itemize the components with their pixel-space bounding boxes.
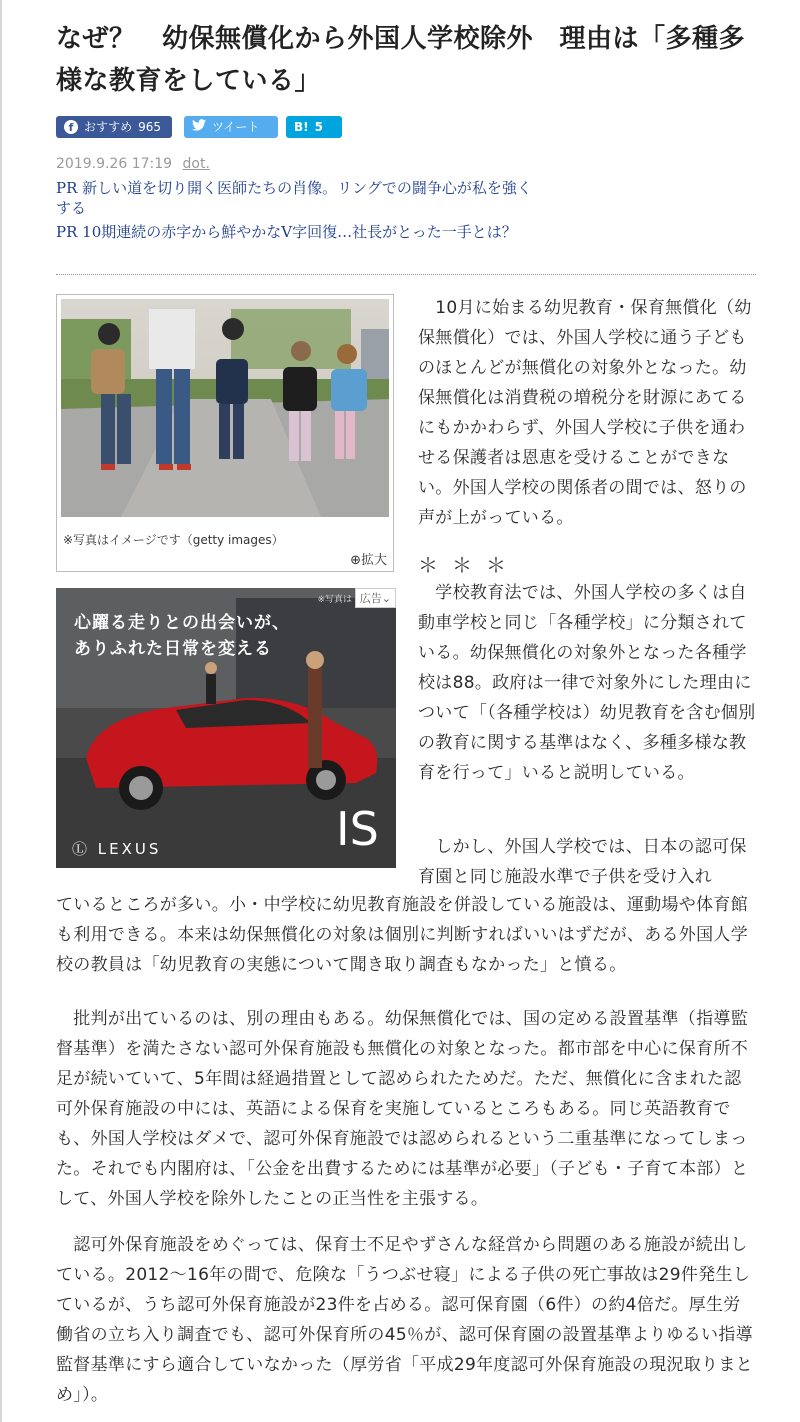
paragraph-5: 認可外保育施設をめぐっては、保育士不足やずさんな経営から問題のある施設が続出している。2012〜16年の間で、危険な「うつぶせ寝」による子供の死亡事故は29件発生しているが、うち認可外保育施設が23件を占める。認可保育園（6件）の約4倍だ。厚生労働省の立ち入り調査でも、認可外保育所の45％が、認可保育園の設置基準よりゆるい指導監督基準にすら適合していなかった（厚労省「平成29年度認可外保育施設の現況取りまとめ」）。	[56, 1235, 753, 1405]
ad-label-text: 広告	[359, 592, 382, 605]
advertisement[interactable]	[56, 588, 396, 868]
magnifier-icon: ⊕	[350, 553, 361, 568]
ad-headline-1: 心躍る走りとの出会いが、	[74, 613, 290, 633]
lexus-logo-icon: Ⓛ	[72, 840, 98, 858]
facebook-count: 965	[138, 120, 162, 134]
ad-brand-logo	[72, 838, 161, 859]
ad-headline-2: ありふれた日常を変える	[74, 639, 272, 659]
facebook-recommend-button[interactable]	[56, 116, 172, 138]
left-border	[0, 0, 2, 1422]
section-divider-stars: ＊＊＊	[418, 553, 520, 577]
ad-brand-text: LEXUS	[97, 840, 162, 858]
publish-date: 2019.9.26 17:19	[56, 156, 173, 172]
hatena-count: 5	[314, 120, 323, 134]
children-walking-photo[interactable]	[61, 299, 389, 517]
facebook-label: おすすめ	[84, 120, 133, 134]
paragraph-1: 10月に始まる幼児教育・保育無償化（幼保無償化）では、外国人学校に通う子どものほとんどが無償化の対象外となった。幼保無償化は消費税の増税分を財源にあてるにもかかわらず、外国人学校に子供を通わせる保護者は恩恵を受けることができない。外国人学校の関係者の間では、怒りの声が上がっている。	[418, 298, 752, 528]
tweet-button[interactable]	[184, 116, 278, 138]
chevron-down-icon: ⌄	[381, 592, 391, 605]
ad-note: ※写真は	[317, 595, 352, 605]
facebook-icon: f	[64, 120, 78, 134]
paragraph-4: 批判が出ているのは、別の理由もある。幼保無償化では、国の定める設置基準（指導監督基準）を満たさない認可外保育施設も無償化の対象となった。都市部を中心に保育所不足が続いていて、5年間は経過措置として認められたためだ。ただ、無償化に含まれた認可外保育施設の中には、英語による保育を実施しているところもある。同じ英語教育でも、外国人学校はダメで、認可外保育施設では認められるという二重基準になってしまった。それでも内閣府は、「公金を出費するためには基準が必要」（子ども・子育て本部）として、外国人学校を除外したことの正当性を主張する。	[56, 1009, 749, 1209]
ad-model-name: IS	[336, 802, 379, 856]
pr-link-1[interactable]: PR 新しい道を切り開く医師たちの肖像。リングでの闘争心が私を強くする	[56, 179, 532, 217]
zoom-label: 拡大	[360, 553, 387, 568]
article-meta	[56, 156, 210, 172]
zoom-button[interactable]	[350, 549, 387, 568]
hatena-icon: B!	[294, 120, 309, 134]
twitter-icon	[192, 116, 206, 138]
source-link[interactable]: dot.	[182, 156, 210, 172]
photo-caption: ※写真はイメージです（getty images）	[63, 533, 284, 547]
pr-link-2[interactable]: PR 10期連続の赤字から鮮やかなV字回復…社長がとった一手とは？	[56, 223, 517, 241]
paragraph-2: 学校教育法では、外国人学校の多くは自動車学校と同じ「各種学校」に分類されている。幼保無償化の対象外となった各種学校は88。政府は一律で対象外にした理由について「（各種学校は）幼児教育を含む個別の教育に関する基準はなく、多種多様な教育を行って」いると説明している。	[418, 583, 756, 783]
article-photo-box	[56, 294, 394, 572]
article-title: なぜ？ 幼保無償化から外国人学校除外 理由は「多種多様な教育をしている」	[56, 24, 746, 96]
tweet-label: ツイート	[212, 120, 260, 134]
paragraph-3-cont: ているところが多い。小・中学校に幼児教育施設を併設している施設は、運動場や体育館も利用できる。本来は幼保無償化の対象は個別に判断すればいいはずだが、ある外国人学校の教員は「幼児教育の実態について聞き取り調査もなかった」と憤る。	[56, 895, 748, 975]
dotted-divider	[56, 274, 756, 275]
hatena-bookmark-button[interactable]	[286, 116, 342, 138]
paragraph-3-start: しかし、外国人学校では、日本の認可保育園と同じ施設水準で子供を受け入れ	[418, 837, 747, 887]
ad-label[interactable]	[355, 588, 396, 608]
